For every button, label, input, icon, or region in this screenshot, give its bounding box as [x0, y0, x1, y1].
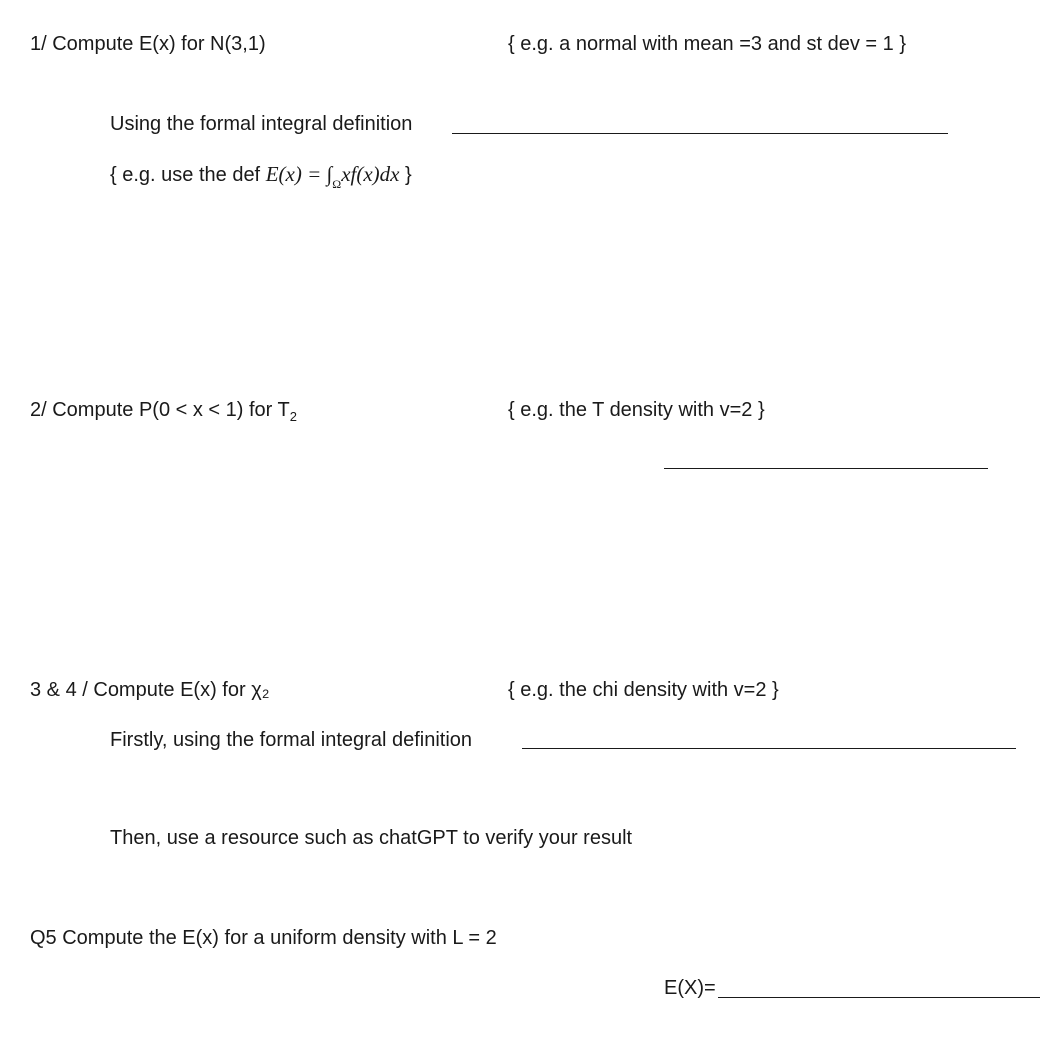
q34-verify-instruction: Then, use a resource such as chatGPT to verify your result — [110, 827, 633, 849]
q34-hint: { e.g. the chi density with v=2 } — [508, 679, 779, 701]
q1-definition — [110, 162, 412, 189]
q34-answer-line[interactable] — [522, 748, 1016, 749]
q2-title-subscript: 2 — [289, 409, 297, 424]
q1-method-label: Using the formal integral definition — [110, 113, 413, 135]
q34-method-label: Firstly, using the formal integral definition — [110, 729, 473, 751]
integral-subscript: Ω — [332, 177, 342, 191]
q1-def-formula — [265, 162, 400, 191]
q34-title: 3 & 4 / Compute E(x) for χ₂ — [30, 679, 270, 701]
q1-def-rhs: xf(x)dx — [341, 162, 400, 186]
q2-answer-line[interactable] — [664, 468, 988, 469]
q2-title-text: 2/ Compute P(0 < x < 1) for T — [30, 399, 290, 421]
q1-def-suffix: } — [399, 164, 412, 186]
integral-symbol: ∫ — [326, 162, 333, 186]
q5-answer-label: E(X)= — [664, 977, 716, 999]
q1-hint: { e.g. a normal with mean =3 and st dev = 1 } — [508, 33, 907, 55]
q5-title: Q5 Compute the E(x) for a uniform density with L = 2 — [30, 927, 497, 949]
q1-answer-line[interactable] — [452, 133, 948, 134]
q1-title: 1/ Compute E(x) for N(3,1) — [30, 33, 266, 55]
q2-title — [30, 398, 297, 424]
q2-hint: { e.g. the T density with v=2 } — [508, 399, 765, 421]
q1-def-lhs: E(x) = — [265, 162, 327, 186]
q1-def-prefix: { e.g. use the def — [110, 164, 266, 186]
q5-answer-line[interactable] — [718, 997, 1040, 998]
